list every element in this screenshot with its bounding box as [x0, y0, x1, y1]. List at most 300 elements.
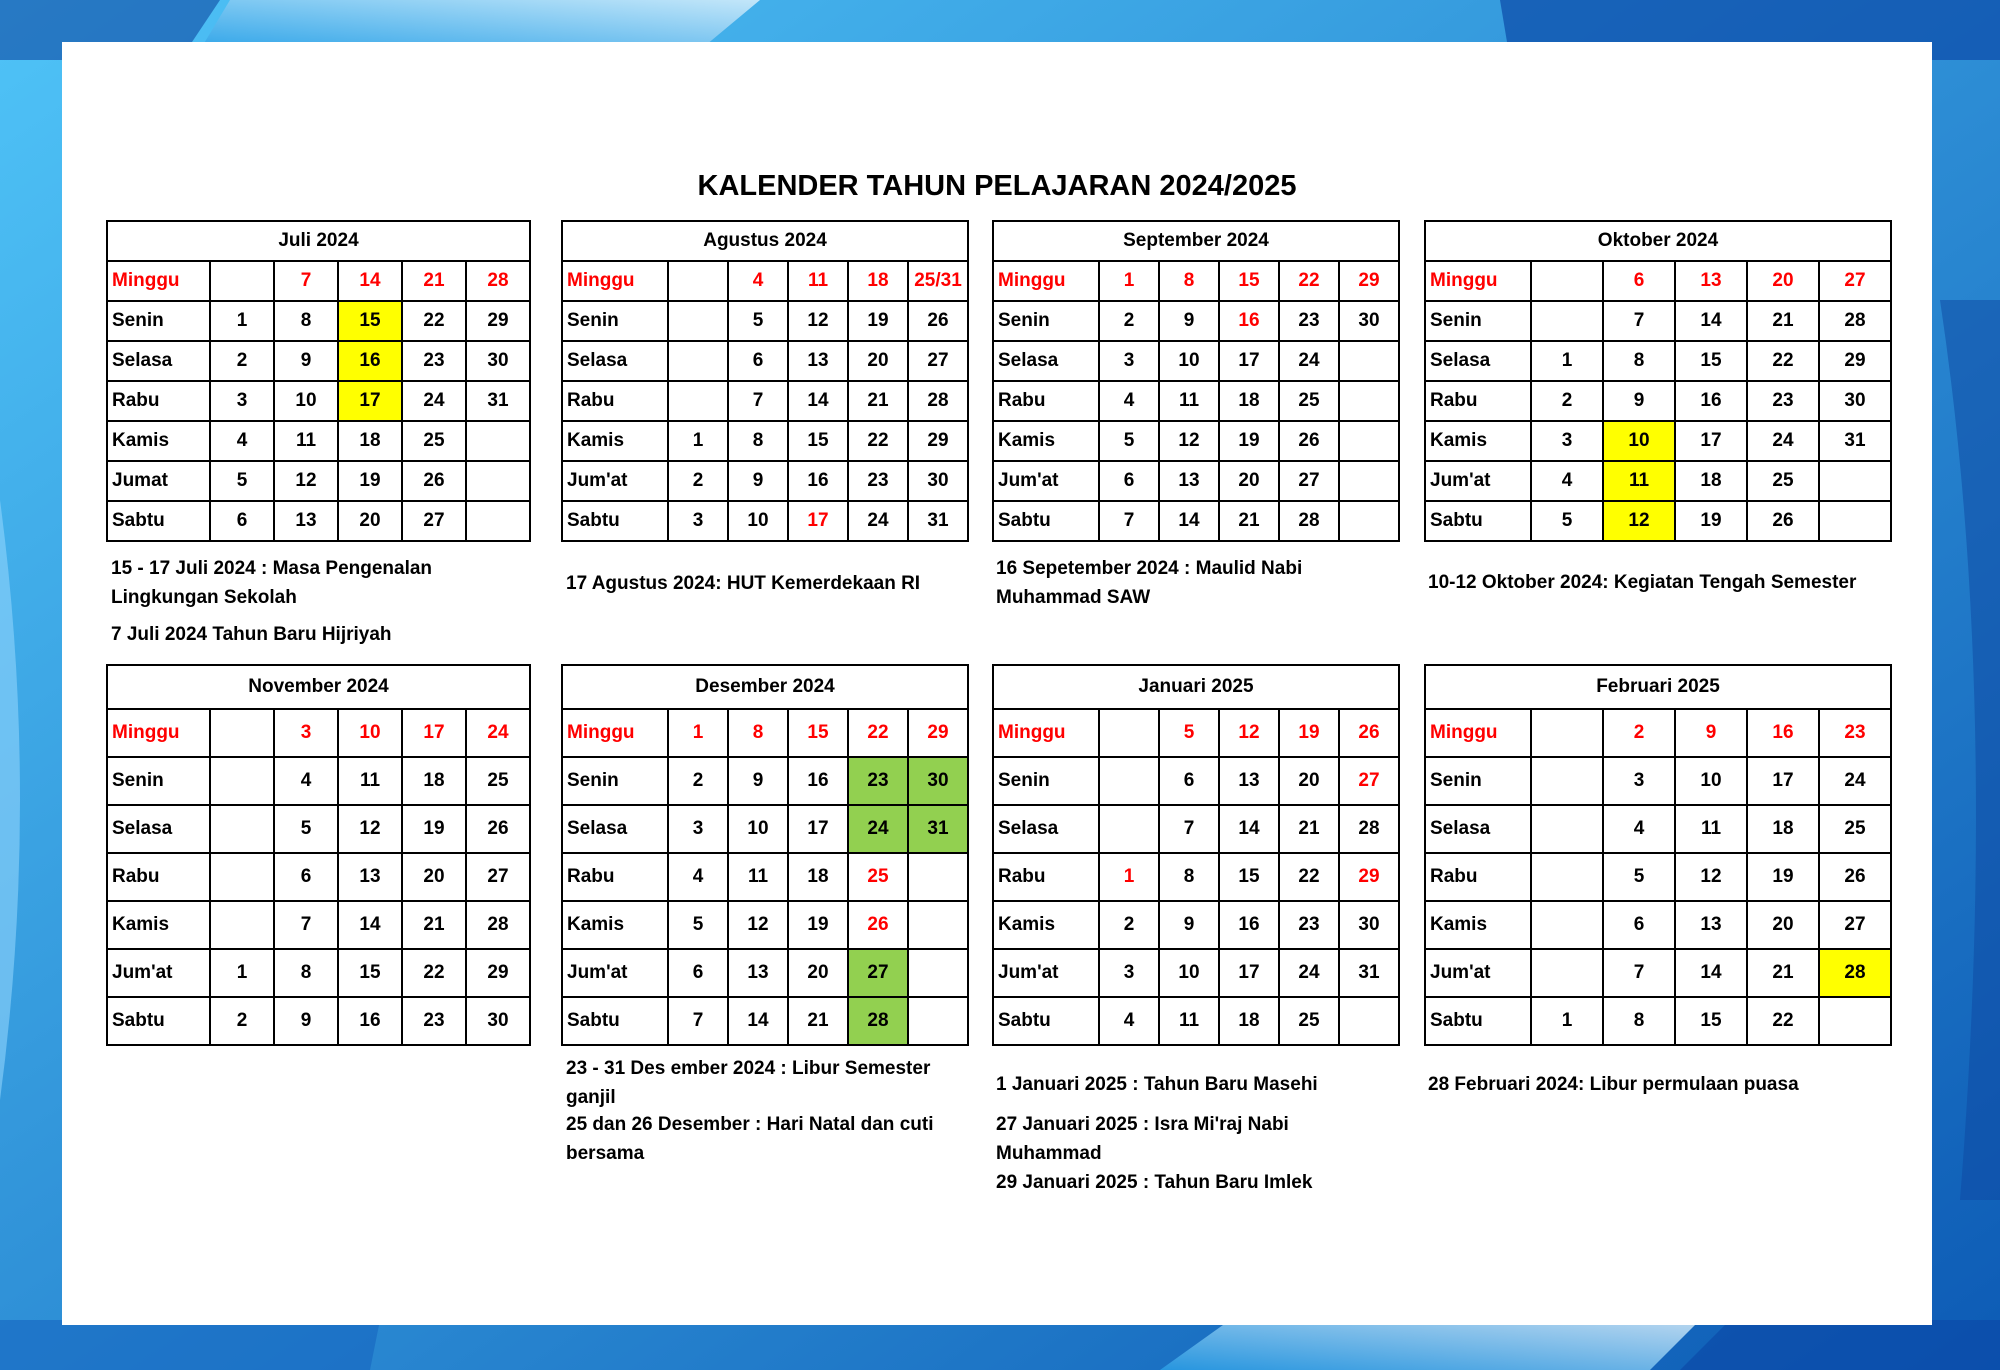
date-cell [1531, 805, 1603, 853]
weekday-label: Selasa [1425, 805, 1531, 853]
weekday-label: Senin [107, 757, 210, 805]
date-cell [210, 805, 274, 853]
date-cell: 14 [788, 381, 848, 421]
weekday-label: Jumat [107, 461, 210, 501]
date-cell [1531, 901, 1603, 949]
date-cell [1099, 805, 1159, 853]
date-cell: 22 [1747, 997, 1819, 1045]
date-cell: 30 [1339, 301, 1399, 341]
weekday-label: Kamis [993, 901, 1099, 949]
date-cell: 5 [1603, 853, 1675, 901]
weekday-row [1425, 709, 1891, 757]
weekday-label: Rabu [1425, 381, 1531, 421]
weekday-row [1425, 949, 1891, 997]
date-cell: 20 [1219, 461, 1279, 501]
date-cell: 3 [668, 501, 728, 541]
date-cell: 12 [338, 805, 402, 853]
date-cell: 18 [788, 853, 848, 901]
date-cell: 10 [1159, 949, 1219, 997]
date-cell: 27 [1819, 901, 1891, 949]
weekday-row [562, 381, 968, 421]
date-cell: 7 [1159, 805, 1219, 853]
month-title: September 2024 [993, 221, 1399, 261]
date-cell [908, 901, 968, 949]
note-juli-2: 7 Juli 2024 Tahun Baru Hijriyah [111, 624, 392, 645]
date-cell: 21 [1747, 301, 1819, 341]
date-cell: 11 [1159, 381, 1219, 421]
date-cell: 28 [1339, 805, 1399, 853]
date-cell: 6 [728, 341, 788, 381]
weekday-label: Sabtu [993, 501, 1099, 541]
date-cell: 2 [1099, 301, 1159, 341]
weekday-row [993, 757, 1399, 805]
weekday-label: Senin [1425, 757, 1531, 805]
date-cell: 25 [848, 853, 908, 901]
date-cell [210, 261, 274, 301]
date-cell: 7 [728, 381, 788, 421]
weekday-row [1425, 501, 1891, 541]
date-cell: 29 [466, 949, 530, 997]
weekday-row [993, 709, 1399, 757]
date-cell [668, 341, 728, 381]
date-cell: 30 [1339, 901, 1399, 949]
date-cell: 7 [1099, 501, 1159, 541]
note-februari: 28 Februari 2024: Libur permulaan puasa [1428, 1074, 1799, 1095]
date-cell: 2 [668, 461, 728, 501]
date-cell: 28 [908, 381, 968, 421]
note-line: Muhammad SAW [996, 587, 1151, 608]
date-cell: 24 [466, 709, 530, 757]
note-januari-1: 1 Januari 2025 : Tahun Baru Masehi [996, 1074, 1318, 1095]
date-cell: 1 [1531, 341, 1603, 381]
weekday-label: Jum'at [562, 949, 668, 997]
weekday-label: Minggu [1425, 709, 1531, 757]
date-cell: 18 [338, 421, 402, 461]
month-title: Juli 2024 [107, 221, 530, 261]
date-cell: 8 [1603, 341, 1675, 381]
date-cell: 22 [402, 949, 466, 997]
date-cell: 4 [210, 421, 274, 461]
date-cell: 5 [274, 805, 338, 853]
date-cell [1531, 853, 1603, 901]
date-cell: 14 [338, 261, 402, 301]
date-cell: 4 [1099, 997, 1159, 1045]
weekday-label: Jum'at [993, 461, 1099, 501]
month-title: Desember 2024 [562, 665, 968, 709]
date-cell: 27 [1279, 461, 1339, 501]
date-cell: 14 [1219, 805, 1279, 853]
date-cell: 24 [848, 501, 908, 541]
date-cell: 2 [1603, 709, 1675, 757]
weekday-label: Sabtu [1425, 501, 1531, 541]
date-cell: 27 [1339, 757, 1399, 805]
date-cell: 7 [1603, 301, 1675, 341]
date-cell [1339, 341, 1399, 381]
date-cell: 29 [908, 421, 968, 461]
date-cell: 24 [1819, 757, 1891, 805]
weekday-label: Sabtu [562, 997, 668, 1045]
date-cell: 11 [1675, 805, 1747, 853]
weekday-row [562, 341, 968, 381]
date-cell: 15 [1219, 853, 1279, 901]
note-agustus: 17 Agustus 2024: HUT Kemerdekaan RI [566, 573, 921, 594]
weekday-label: Rabu [562, 381, 668, 421]
date-cell [908, 949, 968, 997]
note-line: 16 Sepetember 2024 : Maulid Nabi [996, 558, 1303, 579]
weekday-row [107, 901, 530, 949]
date-cell: 17 [338, 381, 402, 421]
weekday-label: Selasa [993, 805, 1099, 853]
date-cell: 26 [1279, 421, 1339, 461]
weekday-row [993, 341, 1399, 381]
date-cell: 11 [1603, 461, 1675, 501]
date-cell: 6 [1603, 901, 1675, 949]
date-cell: 12 [728, 901, 788, 949]
date-cell: 12 [1675, 853, 1747, 901]
date-cell: 6 [274, 853, 338, 901]
weekday-label: Minggu [562, 261, 668, 301]
date-cell: 23 [1747, 381, 1819, 421]
date-cell: 20 [1747, 901, 1819, 949]
date-cell: 21 [1747, 949, 1819, 997]
date-cell [668, 261, 728, 301]
weekday-label: Sabtu [1425, 997, 1531, 1045]
weekday-row [107, 757, 530, 805]
weekday-label: Jum'at [562, 461, 668, 501]
month-title: November 2024 [107, 665, 530, 709]
date-cell: 4 [274, 757, 338, 805]
weekday-row [562, 301, 968, 341]
weekday-label: Selasa [993, 341, 1099, 381]
date-cell: 10 [728, 501, 788, 541]
weekday-row [1425, 421, 1891, 461]
date-cell: 5 [728, 301, 788, 341]
note-januari-3: 29 Januari 2025 : Tahun Baru Imlek [996, 1172, 1313, 1193]
date-cell: 23 [402, 341, 466, 381]
date-cell: 20 [1747, 261, 1819, 301]
date-cell: 31 [466, 381, 530, 421]
weekday-row [1425, 853, 1891, 901]
date-cell: 23 [848, 461, 908, 501]
date-cell: 24 [402, 381, 466, 421]
date-cell: 13 [274, 501, 338, 541]
date-cell: 27 [848, 949, 908, 997]
date-cell: 6 [210, 501, 274, 541]
date-cell: 26 [1339, 709, 1399, 757]
date-cell: 8 [728, 421, 788, 461]
date-cell: 26 [908, 301, 968, 341]
note-line: 27 Januari 2025 : Isra Mi'raj Nabi [996, 1114, 1289, 1135]
weekday-label: Kamis [562, 901, 668, 949]
weekday-row [562, 501, 968, 541]
date-cell: 17 [788, 805, 848, 853]
date-cell: 25 [1279, 381, 1339, 421]
weekday-row [993, 461, 1399, 501]
date-cell: 28 [1819, 949, 1891, 997]
weekday-row [107, 805, 530, 853]
date-cell: 20 [788, 949, 848, 997]
page-title: KALENDER TAHUN PELAJARAN 2024/2025 [697, 170, 1297, 202]
date-cell [466, 501, 530, 541]
date-cell: 10 [1159, 341, 1219, 381]
date-cell [1531, 949, 1603, 997]
date-cell: 14 [1675, 301, 1747, 341]
note-line: 23 - 31 Des ember 2024 : Libur Semester [566, 1058, 931, 1079]
weekday-label: Kamis [1425, 901, 1531, 949]
date-cell: 7 [274, 901, 338, 949]
date-cell: 9 [1159, 301, 1219, 341]
date-cell: 28 [466, 901, 530, 949]
date-cell: 9 [728, 757, 788, 805]
date-cell: 28 [848, 997, 908, 1045]
date-cell: 2 [210, 997, 274, 1045]
date-cell: 25 [1819, 805, 1891, 853]
weekday-label: Minggu [107, 261, 210, 301]
date-cell: 17 [1219, 341, 1279, 381]
weekday-row [562, 853, 968, 901]
weekday-label: Rabu [993, 381, 1099, 421]
date-cell: 12 [1603, 501, 1675, 541]
weekday-label: Senin [993, 301, 1099, 341]
date-cell: 3 [1603, 757, 1675, 805]
date-cell: 11 [728, 853, 788, 901]
date-cell: 27 [466, 853, 530, 901]
weekday-row [562, 805, 968, 853]
date-cell: 14 [728, 997, 788, 1045]
weekday-label: Jum'at [1425, 461, 1531, 501]
weekday-row [107, 949, 530, 997]
date-cell: 18 [1747, 805, 1819, 853]
date-cell: 19 [1219, 421, 1279, 461]
weekday-row [107, 853, 530, 901]
date-cell: 8 [1159, 261, 1219, 301]
weekday-row [1425, 805, 1891, 853]
date-cell [1819, 997, 1891, 1045]
date-cell: 16 [338, 341, 402, 381]
date-cell: 3 [274, 709, 338, 757]
date-cell: 5 [1099, 421, 1159, 461]
date-cell: 24 [1279, 341, 1339, 381]
date-cell: 9 [728, 461, 788, 501]
date-cell: 21 [402, 901, 466, 949]
date-cell: 8 [1159, 853, 1219, 901]
date-cell: 27 [1819, 261, 1891, 301]
weekday-row [107, 341, 530, 381]
date-cell: 4 [1603, 805, 1675, 853]
date-cell: 6 [1603, 261, 1675, 301]
date-cell: 31 [908, 501, 968, 541]
date-cell: 16 [1747, 709, 1819, 757]
date-cell: 9 [1675, 709, 1747, 757]
date-cell: 12 [1219, 709, 1279, 757]
note-line: Muhammad [996, 1143, 1102, 1164]
weekday-row [993, 805, 1399, 853]
weekday-row [107, 301, 530, 341]
month-table [561, 220, 969, 542]
date-cell: 4 [1531, 461, 1603, 501]
date-cell: 29 [1339, 853, 1399, 901]
date-cell [1339, 381, 1399, 421]
weekday-label: Jum'at [1425, 949, 1531, 997]
date-cell: 25 [1747, 461, 1819, 501]
date-cell: 26 [848, 901, 908, 949]
date-cell: 3 [1099, 949, 1159, 997]
date-cell: 28 [1279, 501, 1339, 541]
weekday-row [1425, 381, 1891, 421]
date-cell: 9 [274, 341, 338, 381]
date-cell: 11 [1159, 997, 1219, 1045]
date-cell: 4 [1099, 381, 1159, 421]
date-cell [1531, 709, 1603, 757]
date-cell: 23 [1819, 709, 1891, 757]
date-cell [1339, 421, 1399, 461]
date-cell: 22 [402, 301, 466, 341]
date-cell: 15 [1675, 341, 1747, 381]
weekday-row [562, 757, 968, 805]
weekday-label: Sabtu [107, 501, 210, 541]
date-cell: 31 [908, 805, 968, 853]
date-cell: 4 [668, 853, 728, 901]
date-cell: 15 [788, 709, 848, 757]
date-cell: 22 [848, 709, 908, 757]
date-cell: 3 [1531, 421, 1603, 461]
date-cell: 13 [1159, 461, 1219, 501]
weekday-row [107, 421, 530, 461]
date-cell: 16 [788, 757, 848, 805]
weekday-label: Kamis [1425, 421, 1531, 461]
date-cell [210, 757, 274, 805]
note-line: 25 dan 26 Desember : Hari Natal dan cuti [566, 1114, 934, 1135]
date-cell: 8 [728, 709, 788, 757]
weekday-label: Selasa [107, 805, 210, 853]
month-table [106, 220, 531, 542]
weekday-row [1425, 757, 1891, 805]
date-cell: 21 [402, 261, 466, 301]
weekday-row [1425, 997, 1891, 1045]
weekday-label: Jum'at [107, 949, 210, 997]
date-cell: 27 [908, 341, 968, 381]
weekday-row [562, 901, 968, 949]
weekday-label: Jum'at [993, 949, 1099, 997]
date-cell [1819, 501, 1891, 541]
date-cell: 21 [1219, 501, 1279, 541]
date-cell [466, 421, 530, 461]
date-cell: 30 [908, 757, 968, 805]
date-cell: 15 [338, 301, 402, 341]
date-cell [1339, 501, 1399, 541]
date-cell: 28 [466, 261, 530, 301]
weekday-label: Rabu [107, 853, 210, 901]
date-cell: 7 [274, 261, 338, 301]
date-cell: 11 [338, 757, 402, 805]
date-cell: 3 [1099, 341, 1159, 381]
weekday-label: Kamis [107, 901, 210, 949]
date-cell: 18 [1219, 381, 1279, 421]
weekday-label: Sabtu [562, 501, 668, 541]
date-cell: 1 [668, 709, 728, 757]
month-title: Februari 2025 [1425, 665, 1891, 709]
date-cell: 15 [1219, 261, 1279, 301]
weekday-row [107, 709, 530, 757]
date-cell [1339, 461, 1399, 501]
date-cell: 18 [402, 757, 466, 805]
date-cell: 21 [848, 381, 908, 421]
date-cell: 1 [668, 421, 728, 461]
date-cell [1819, 461, 1891, 501]
date-cell: 1 [1099, 261, 1159, 301]
month-table [1424, 220, 1892, 542]
date-cell: 19 [338, 461, 402, 501]
date-cell: 31 [1819, 421, 1891, 461]
weekday-label: Selasa [562, 341, 668, 381]
date-cell: 17 [1219, 949, 1279, 997]
date-cell: 25/31 [908, 261, 968, 301]
date-cell: 2 [1099, 901, 1159, 949]
weekday-label: Senin [562, 757, 668, 805]
weekday-label: Minggu [993, 709, 1099, 757]
date-cell: 29 [466, 301, 530, 341]
date-cell: 2 [668, 757, 728, 805]
date-cell: 30 [466, 341, 530, 381]
date-cell: 18 [848, 261, 908, 301]
date-cell: 16 [1219, 901, 1279, 949]
date-cell [668, 301, 728, 341]
weekday-row [993, 301, 1399, 341]
weekday-row [107, 997, 530, 1045]
date-cell: 16 [338, 997, 402, 1045]
date-cell: 6 [1099, 461, 1159, 501]
date-cell: 1 [1099, 853, 1159, 901]
note-desember-1 [566, 1054, 930, 1112]
weekday-label: Selasa [1425, 341, 1531, 381]
date-cell: 13 [1219, 757, 1279, 805]
note-juli-1 [111, 554, 432, 612]
date-cell [466, 461, 530, 501]
weekday-label: Sabtu [107, 997, 210, 1045]
weekday-label: Senin [1425, 301, 1531, 341]
note-line: Lingkungan Sekolah [111, 587, 297, 608]
date-cell: 14 [338, 901, 402, 949]
weekday-label: Rabu [107, 381, 210, 421]
weekday-row [993, 381, 1399, 421]
date-cell: 15 [1675, 997, 1747, 1045]
date-cell [1531, 301, 1603, 341]
weekday-row [562, 949, 968, 997]
date-cell: 24 [1279, 949, 1339, 997]
date-cell: 12 [788, 301, 848, 341]
date-cell [908, 853, 968, 901]
weekday-label: Minggu [993, 261, 1099, 301]
date-cell: 16 [1675, 381, 1747, 421]
date-cell: 30 [1819, 381, 1891, 421]
date-cell: 11 [274, 421, 338, 461]
weekday-row [993, 501, 1399, 541]
note-desember-2 [566, 1110, 933, 1168]
date-cell: 5 [1159, 709, 1219, 757]
weekday-row [562, 461, 968, 501]
date-cell [908, 997, 968, 1045]
date-cell: 6 [668, 949, 728, 997]
date-cell: 21 [1279, 805, 1339, 853]
date-cell: 15 [788, 421, 848, 461]
date-cell: 10 [274, 381, 338, 421]
date-cell [1531, 757, 1603, 805]
date-cell: 3 [210, 381, 274, 421]
date-cell: 20 [1279, 757, 1339, 805]
date-cell: 19 [1675, 501, 1747, 541]
date-cell: 14 [1159, 501, 1219, 541]
weekday-label: Sabtu [993, 997, 1099, 1045]
